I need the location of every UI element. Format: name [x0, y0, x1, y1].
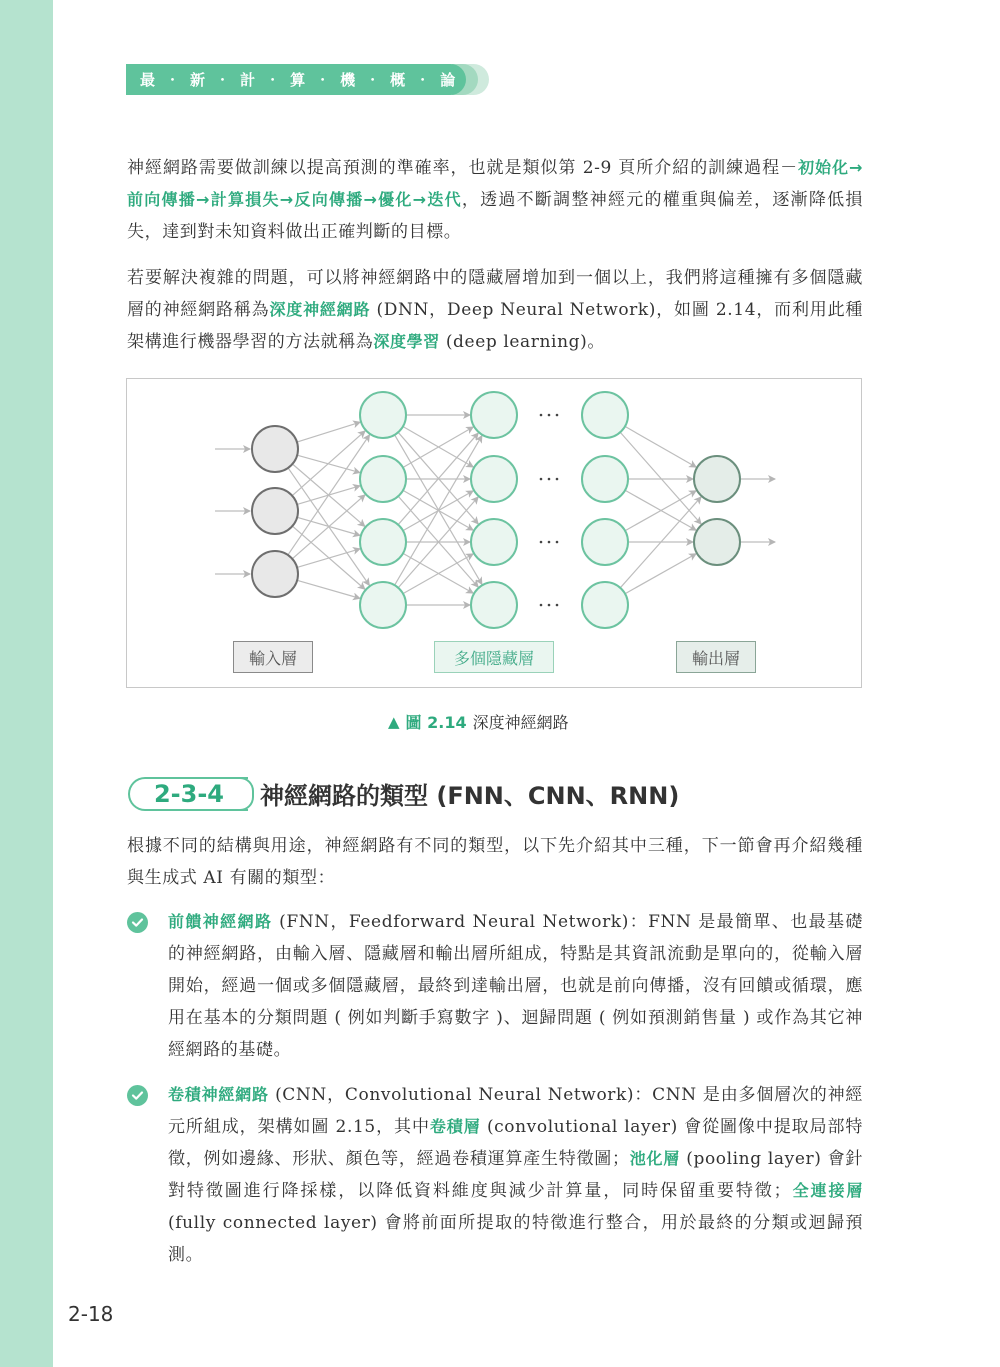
ellipsis-dot — [548, 478, 551, 481]
ellipsis-dot — [556, 541, 559, 544]
paragraph-training: 神經網路需要做訓練以提高預測的準確率，也就是類似第 2-9 頁所介紹的訓練過程－初始化→前向傳播→計算損失→反向傳播→優化→迭代，透過不斷調整神經元的權重與偏差，逐漸降低損失，達到對未知資料做出正確判斷的目標。 — [127, 158, 863, 242]
list-item-cnn: 卷積神經網路 (CNN，Convolutional Neural Network)：CNN 是由多個層次的神經元所組成，架構如圖 2.15，其中卷積層 (convolutional layer) 會從圖像中提取局部特徵，例如邊緣、形狀、顏色等，經過卷積運算產生特徵圖；池化層 (pooling layer) 會針對特徵圖進行降採樣，以降低資料維度與減少計算量，同時保留重要特徵；全連接層 (fully connected layer) 會將前面所提取的特徵進行整合，用於最終的分類或迴歸預測。 — [127, 1079, 863, 1271]
title-char: 論 — [440, 71, 457, 89]
input-node — [252, 426, 298, 472]
hidden-node — [360, 519, 406, 565]
term-fnn: 前饋神經網路 — [168, 912, 273, 931]
input-layer-label: 輸入層 — [233, 641, 313, 673]
paragraph-dnn: 若要解決複雜的問題，可以將神經網路中的隱藏層增加到一個以上，我們將這種擁有多個隱藏層的神經網路稱為深度神經網路 (DNN，Deep Neural Network)，如圖 2.14，而利用此種架構進行機器學習的方法就稱為深度學習 (deep learning)。 — [127, 268, 863, 352]
dnn-figure — [126, 378, 862, 688]
figure-number: 圖 2.14 — [405, 713, 467, 732]
term-pooling-layer: 池化層 — [629, 1149, 681, 1168]
ellipsis-dot — [556, 414, 559, 417]
title-char: 計 — [240, 71, 257, 89]
output-node — [694, 519, 740, 565]
title-char: 算 — [290, 71, 307, 89]
hidden-node — [471, 519, 517, 565]
highlight-dnn: 深度神經網路 — [269, 300, 371, 319]
paragraph-intro: 根據不同的結構與用途，神經網路有不同的類型，以下先介紹其中三種，下一節會再介紹幾種與生成式 AI 有關的類型： — [127, 836, 863, 888]
output-node — [694, 456, 740, 502]
term-conv-layer: 卷積層 — [429, 1117, 481, 1136]
input-node — [252, 488, 298, 534]
ellipsis-dot — [548, 604, 551, 607]
check-circle-icon — [127, 912, 148, 933]
hidden-node — [582, 456, 628, 502]
ellipsis-dot — [548, 414, 551, 417]
check-circle-icon — [127, 1085, 148, 1106]
hidden-node — [360, 582, 406, 628]
ellipsis-dot — [540, 414, 543, 417]
hidden-node — [360, 392, 406, 438]
figure-title: 深度神經網路 — [472, 713, 569, 732]
title-char: 機 — [340, 71, 357, 89]
hidden-node — [360, 456, 406, 502]
hidden-node — [471, 392, 517, 438]
triangle-icon: ▲ — [388, 712, 400, 731]
input-node — [252, 551, 298, 597]
ellipsis-dot — [540, 478, 543, 481]
ellipsis-dot — [540, 541, 543, 544]
hidden-node — [471, 582, 517, 628]
list-item-fnn: 前饋神經網路 (FNN，Feedforward Neural Network)：FNN 是最簡單、也最基礎的神經網路，由輸入層、隱藏層和輸出層所組成，特點是其資訊流動是單向的，從輸入層開始，經過一個或多個隱藏層，最終到達輸出層，也就是前向傳播，沒有回饋或循環，應用在基本的分類問題 ( 例如判斷手寫數字 )、迴歸問題 ( 例如預測銷售量 ) 或作為其它神經網路的基礎。 — [127, 906, 863, 1066]
hidden-node — [582, 392, 628, 438]
term-fc-layer: 全連接層 — [791, 1181, 863, 1200]
section-number: 2-3-4 — [128, 777, 248, 811]
book-title-header: 最 ・ 新 ・ 計 ・ 算 ・ 機 ・ 概 ・ 論 — [126, 64, 466, 95]
figure-caption — [388, 710, 569, 733]
term-cnn: 卷積神經網路 — [168, 1085, 269, 1104]
section-title: 神經網路的類型 (FNN、CNN、RNN) — [260, 782, 680, 810]
title-char: 概 — [390, 71, 407, 89]
ellipsis-dot — [556, 604, 559, 607]
highlight-deep-learning: 深度學習 — [373, 332, 440, 351]
title-char: 最 — [140, 71, 157, 89]
ellipsis-dot — [556, 478, 559, 481]
side-strip — [0, 0, 53, 1367]
section-heading — [128, 776, 679, 811]
title-char: 新 — [190, 71, 207, 89]
ellipsis-dot — [540, 604, 543, 607]
hidden-layers-label: 多個隱藏層 — [434, 641, 554, 673]
hidden-node — [582, 582, 628, 628]
ellipsis-dot — [548, 541, 551, 544]
output-layer-label: 輸出層 — [676, 641, 756, 673]
highlight-training-steps: 初始化→前向傳播→計算損失→反向傳播→優化→迭代 — [127, 158, 863, 209]
hidden-node — [582, 519, 628, 565]
page-number: 2-18 — [68, 1302, 114, 1326]
hidden-node — [471, 456, 517, 502]
